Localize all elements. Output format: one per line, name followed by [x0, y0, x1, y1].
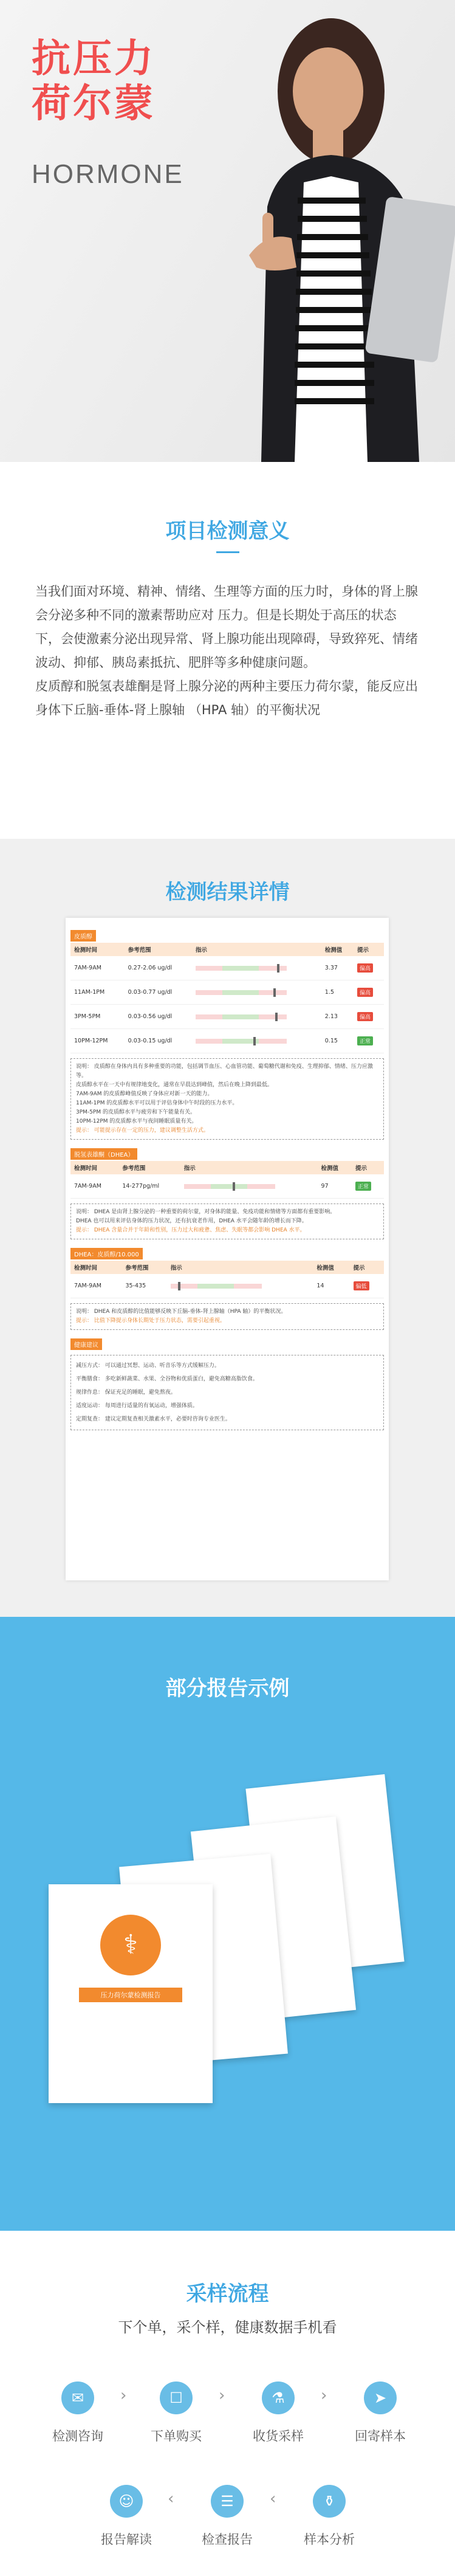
- cell-time: 7AM-9AM: [70, 1274, 122, 1298]
- dhea-tip: 提示： DHEA 含量合并于年龄和性别，压力过大和疲惫、焦虑、失眠等都会影响 DHEA 水平。: [76, 1227, 306, 1233]
- cell-flag: [354, 956, 384, 980]
- cell-value: 2.13: [321, 1005, 354, 1029]
- dhea-table: [70, 1161, 384, 1199]
- step-label: 检查报告: [202, 2532, 253, 2547]
- send-icon: ➤: [364, 2381, 397, 2414]
- level-gauge: [196, 1039, 287, 1044]
- col-indicator: 指示: [180, 1161, 318, 1174]
- tube-icon: ⚗: [262, 2381, 295, 2414]
- arrow-right-icon: ›: [219, 2386, 225, 2405]
- sample-reports-section: [0, 1617, 455, 2231]
- cell-range: 0.27-2.06 ug/dl: [125, 956, 192, 980]
- cell-value: 1.5: [321, 980, 354, 1005]
- step-buy: [140, 2381, 213, 2445]
- table-row: [70, 956, 384, 980]
- step-consult: [41, 2381, 114, 2445]
- title-underline: [216, 551, 239, 553]
- cell-time: 11AM-1PM: [70, 980, 125, 1005]
- process-section: [0, 2231, 455, 2576]
- cell-gauge: [167, 1274, 313, 1298]
- cell-range: 35-435: [122, 1274, 167, 1298]
- col-time: 检测时间: [70, 1261, 122, 1274]
- status-badge: 偏高: [357, 1012, 373, 1021]
- cortisol-header: 皮质醇: [70, 930, 96, 942]
- step-label: 检测咨询: [52, 2429, 103, 2443]
- col-flag: 提示: [350, 1261, 385, 1274]
- cell-time: 10PM-12PM: [70, 1029, 125, 1053]
- hero-banner: [0, 0, 455, 462]
- significance-title: 项目检测意义: [165, 519, 290, 543]
- col-time: 检测时间: [70, 1161, 118, 1174]
- cortisol-notes: [70, 1058, 384, 1140]
- advice-header: 健康建议: [70, 1338, 102, 1350]
- cell-value: 3.37: [321, 956, 354, 980]
- chat-icon: ✉: [61, 2381, 94, 2414]
- note-line: 说明： 皮质醇在身体内具有多种重要的功能，包括调节血压、心血管功能、葡萄糖代谢和免疫、生理抑郁、情绪、压力应激等。: [76, 1064, 373, 1079]
- businesswoman-illustration: [225, 0, 455, 462]
- arrow-left-icon: ‹: [270, 2490, 276, 2508]
- note-line: DHEA 也可以用来评估身体的压力状况，还有抗衰老作用，DHEA 水平会随年龄的增长而下降。: [76, 1218, 307, 1224]
- process-title: 采样流程: [186, 2282, 269, 2306]
- dhea-notes: [70, 1204, 384, 1239]
- cell-time: 7AM-9AM: [70, 956, 125, 980]
- col-indicator: 指示: [192, 943, 321, 956]
- samples-title: 部分报告示例: [165, 1676, 290, 1701]
- level-gauge: [171, 1284, 262, 1289]
- table-row: [70, 1174, 384, 1199]
- ratio-table: [70, 1261, 384, 1298]
- cell-time: 3PM-5PM: [70, 1005, 125, 1029]
- doctor-icon: ☺: [110, 2485, 143, 2518]
- note-line: 11AM-1PM 的皮质醇水平可以用于评估身体中午时段的压力水平。: [76, 1100, 238, 1106]
- cortisol-table: [70, 943, 384, 1053]
- status-badge: 正常: [355, 1182, 371, 1191]
- cell-range: 14-277pg/ml: [118, 1174, 180, 1199]
- table-row: [70, 1005, 384, 1029]
- cell-flag: [354, 980, 384, 1005]
- step-label: 下单购买: [151, 2429, 202, 2443]
- table-row: [70, 1274, 384, 1298]
- cell-gauge: [192, 1005, 321, 1029]
- note-line: 3PM-5PM 的皮质醇水平与疲劳和下午能量有关。: [76, 1109, 196, 1115]
- status-badge: 偏高: [357, 988, 373, 997]
- step-report: [191, 2485, 264, 2548]
- cell-flag: [354, 1029, 384, 1053]
- cell-range: 0.03-0.77 ug/dl: [125, 980, 192, 1005]
- cell-value: 0.15: [321, 1029, 354, 1053]
- cell-gauge: [192, 980, 321, 1005]
- table-row: [70, 1029, 384, 1053]
- flask-icon: ⚱: [313, 2485, 346, 2518]
- ratio-notes: [70, 1303, 384, 1330]
- cell-gauge: [192, 956, 321, 980]
- col-range: 参考范围: [118, 1161, 180, 1174]
- table-row: [70, 980, 384, 1005]
- note-line: 皮质醇水平在一天中有规律地变化，通常在早晨达到峰值，然后在晚上降到最低。: [76, 1082, 273, 1088]
- note-line: 说明： DHEA 和皮质醇的比值能够反映下丘脑-垂体-肾上腺轴（HPA 轴）的平衡状况。: [76, 1309, 287, 1315]
- process-subtitle: 下个单，采个样，健康数据手机看: [118, 2319, 337, 2336]
- cell-gauge: [192, 1029, 321, 1053]
- results-report-sheet: [66, 918, 389, 1580]
- hero-subtitle: HORMONE: [32, 159, 184, 189]
- step-sample: [242, 2381, 315, 2445]
- cell-flag: [350, 1274, 385, 1298]
- arrow-right-icon: ›: [120, 2386, 127, 2405]
- stethoscope-icon: ⚕: [100, 1915, 161, 1975]
- cell-flag: [354, 1005, 384, 1029]
- step-label: 回寄样本: [355, 2429, 406, 2443]
- status-badge: 正常: [357, 1036, 373, 1045]
- significance-section: [0, 462, 455, 839]
- significance-para2: 皮质醇和脱氢表雄酮是肾上腺分泌的两种主要压力荷尔蒙，能反应出身体下丘脑-垂体-肾上腺轴 （HPA 轴）的平衡状况: [35, 679, 418, 717]
- step-label: 样本分析: [304, 2532, 355, 2547]
- hero-title-line1: 抗压力: [32, 36, 156, 81]
- step-analysis: [293, 2485, 366, 2548]
- sample-cover: [49, 1884, 213, 2103]
- step-send: [344, 2381, 417, 2445]
- col-flag: 提示: [352, 1161, 384, 1174]
- advice-item: 适度运动： 每周进行适量的有氧运动，增强体质。: [76, 1403, 198, 1409]
- arrow-right-icon: ›: [321, 2386, 327, 2405]
- cell-value: 97: [318, 1174, 352, 1199]
- level-gauge: [184, 1184, 275, 1189]
- level-gauge: [196, 1014, 287, 1019]
- col-range: 参考范围: [122, 1261, 167, 1274]
- significance-para1: 当我们面对环境、精神、情绪、生理等方面的压力时，身体的肾上腺会分泌多种不同的激素帮助应对 压力。但是长期处于高压的状态下，会使激素分泌出现异常、肾上腺功能出现障碍，导致猝死、情绪波动、抑郁、胰岛素抵抗、肥胖等多种健康问题。: [35, 584, 418, 670]
- status-badge: 偏低: [354, 1281, 369, 1290]
- level-gauge: [196, 990, 287, 995]
- report-icon: ☰: [211, 2485, 244, 2518]
- results-section: [0, 839, 455, 1617]
- results-title: 检测结果详情: [165, 880, 290, 904]
- step-interpret: [90, 2485, 163, 2548]
- col-value: 检测值: [318, 1161, 352, 1174]
- cell-range: 0.03-0.56 ug/dl: [125, 1005, 192, 1029]
- cart-icon: ☐: [160, 2381, 193, 2414]
- advice-item: 减压方式： 可以通过冥想、运动、听音乐等方式缓解压力。: [76, 1363, 220, 1369]
- ratio-tip: 提示： 比值下降提示身体长期处于压力状态，需要引起重视。: [76, 1318, 225, 1324]
- step-label: 收货采样: [253, 2429, 304, 2443]
- note-line: 10PM-12PM 的皮质醇水平与夜间睡眠质量有关。: [76, 1118, 197, 1124]
- col-range: 参考范围: [125, 943, 192, 956]
- cortisol-tip: 提示： 可能提示存在一定的压力，建议调整生活方式。: [76, 1128, 209, 1134]
- status-badge: 偏高: [357, 963, 373, 973]
- arrow-left-icon: ‹: [168, 2490, 174, 2508]
- advice-item: 规律作息： 保证充足的睡眠，避免熬夜。: [76, 1390, 176, 1396]
- cover-title: 压力荷尔蒙检测报告: [79, 1988, 182, 2002]
- step-label: 报告解读: [101, 2532, 152, 2547]
- col-flag: 提示: [354, 943, 384, 956]
- advice-item: 平衡膳食： 多吃新鲜蔬菜、水果、全谷物和优质蛋白，避免高糖高脂饮食。: [76, 1376, 258, 1382]
- cell-gauge: [180, 1174, 318, 1199]
- note-line: 7AM-9AM 的皮质醇峰值反映了身体应对新一天的能力。: [76, 1091, 213, 1097]
- dhea-header: 脱氢表雄酮（DHEA）: [70, 1148, 137, 1160]
- col-value: 检测值: [313, 1261, 349, 1274]
- col-time: 检测时间: [70, 943, 125, 956]
- ratio-header: DHEA：皮质醇/10.000: [70, 1248, 143, 1259]
- cell-value: 14: [313, 1274, 349, 1298]
- advice-list: [70, 1355, 384, 1430]
- level-gauge: [196, 966, 287, 971]
- col-value: 检测值: [321, 943, 354, 956]
- cell-range: 0.03-0.15 ug/dl: [125, 1029, 192, 1053]
- col-indicator: 指示: [167, 1261, 313, 1274]
- cell-time: 7AM-9AM: [70, 1174, 118, 1199]
- cell-flag: [352, 1174, 384, 1199]
- advice-item: 定期复查： 建议定期复查相关激素水平，必要时咨询专业医生。: [76, 1416, 231, 1422]
- hero-title-line2: 荷尔蒙: [32, 81, 156, 126]
- note-line: 说明： DHEA 是由肾上腺分泌的一种重要的荷尔蒙，对身体的能量、免疫功能和情绪等方面都有重要影响。: [76, 1209, 336, 1215]
